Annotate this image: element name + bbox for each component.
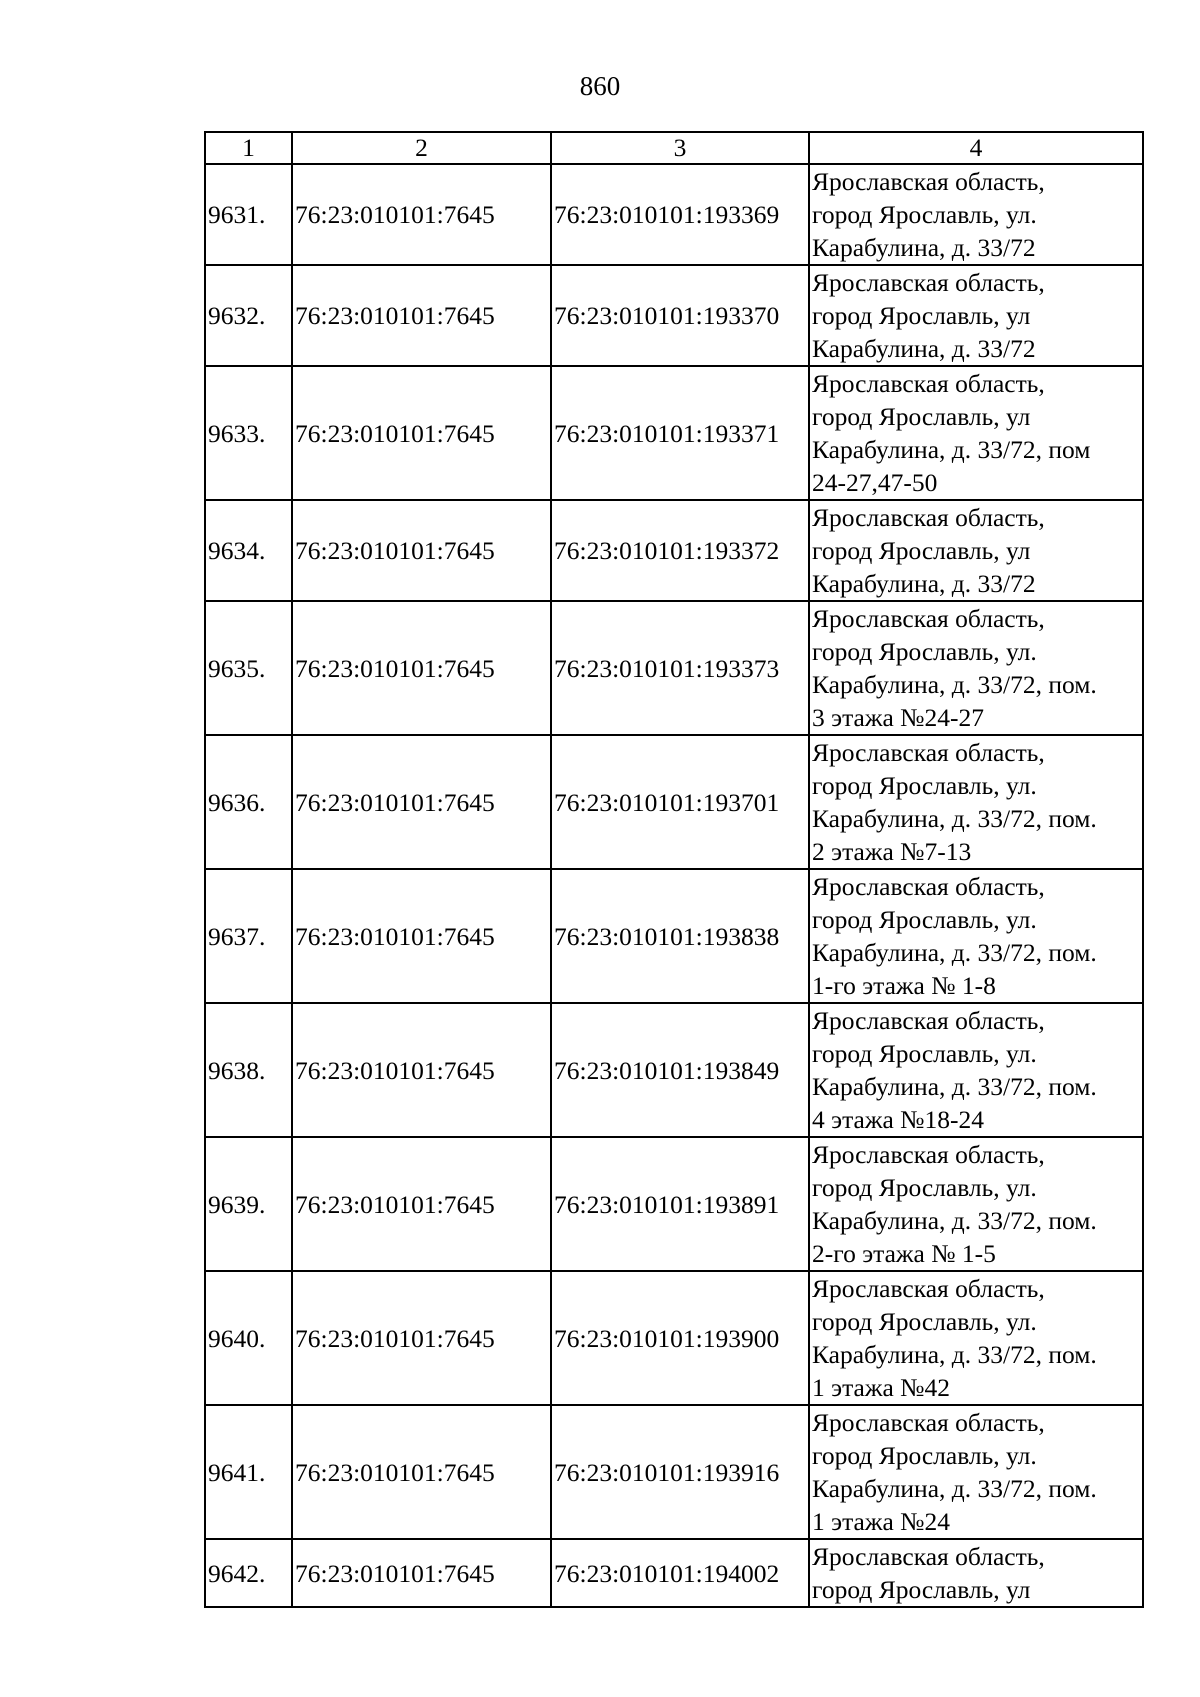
address-line: Ярославская область, (812, 1408, 1045, 1437)
object-number: 76:23:010101:193372 (551, 500, 809, 601)
row-number: 9632. (205, 265, 292, 366)
table-row (205, 601, 1143, 735)
address-cell (809, 1405, 1143, 1539)
address-line: город Ярославль, ул (812, 402, 1031, 431)
address-line: Карабулина, д. 33/72 (812, 233, 1036, 262)
address-line: Карабулина, д. 33/72, пом. (812, 1474, 1097, 1503)
address-line: 4 этажа №18-24 (812, 1105, 984, 1134)
parcel-number: 76:23:010101:7645 (292, 1137, 551, 1271)
table-row (205, 1271, 1143, 1405)
parcel-number: 76:23:010101:7645 (292, 1405, 551, 1539)
parcel-number: 76:23:010101:7645 (292, 164, 551, 265)
parcel-number: 76:23:010101:7645 (292, 869, 551, 1003)
parcel-number: 76:23:010101:7645 (292, 1271, 551, 1405)
table-row (205, 735, 1143, 869)
address-line: Ярославская область, (812, 167, 1045, 196)
address-line: Ярославская область, (812, 268, 1045, 297)
address-cell (809, 164, 1143, 265)
row-number: 9635. (205, 601, 292, 735)
address-line: Ярославская область, (812, 1140, 1045, 1169)
table-row (205, 1405, 1143, 1539)
header-row (205, 132, 1143, 164)
address-line: город Ярославль, ул. (812, 1441, 1037, 1470)
header-col-4: 4 (809, 132, 1143, 164)
address-cell (809, 735, 1143, 869)
row-number: 9640. (205, 1271, 292, 1405)
parcel-number: 76:23:010101:7645 (292, 1003, 551, 1137)
address-line: Карабулина, д. 33/72, пом. (812, 1206, 1097, 1235)
address-cell (809, 1003, 1143, 1137)
object-number: 76:23:010101:193371 (551, 366, 809, 500)
table-row (205, 869, 1143, 1003)
row-number: 9638. (205, 1003, 292, 1137)
object-number: 76:23:010101:193849 (551, 1003, 809, 1137)
address-line: Карабулина, д. 33/72, пом (812, 435, 1091, 464)
parcel-number: 76:23:010101:7645 (292, 366, 551, 500)
object-number: 76:23:010101:193838 (551, 869, 809, 1003)
address-line: Ярославская область, (812, 872, 1045, 901)
address-cell (809, 1271, 1143, 1405)
row-number: 9639. (205, 1137, 292, 1271)
object-number: 76:23:010101:193916 (551, 1405, 809, 1539)
address-line: город Ярославль, ул. (812, 1173, 1037, 1202)
row-number: 9641. (205, 1405, 292, 1539)
table-row (205, 265, 1143, 366)
row-number: 9633. (205, 366, 292, 500)
parcel-number: 76:23:010101:7645 (292, 601, 551, 735)
address-cell (809, 869, 1143, 1003)
address-line: город Ярославль, ул. (812, 771, 1037, 800)
object-number: 76:23:010101:193701 (551, 735, 809, 869)
address-cell (809, 601, 1143, 735)
address-line: Карабулина, д. 33/72, пом. (812, 804, 1097, 833)
parcel-number: 76:23:010101:7645 (292, 500, 551, 601)
address-line: город Ярославль, ул. (812, 1039, 1037, 1068)
address-line: Карабулина, д. 33/72 (812, 569, 1036, 598)
table-row (205, 1539, 1143, 1607)
object-number: 76:23:010101:193370 (551, 265, 809, 366)
address-line: город Ярославль, ул. (812, 637, 1037, 666)
row-number: 9631. (205, 164, 292, 265)
address-line: 1 этажа №24 (812, 1507, 950, 1536)
address-cell (809, 265, 1143, 366)
header-col-2: 2 (292, 132, 551, 164)
address-line: Ярославская область, (812, 738, 1045, 767)
parcel-number: 76:23:010101:7645 (292, 1539, 551, 1607)
address-line: 1-го этажа № 1-8 (812, 971, 996, 1000)
table-body (205, 164, 1143, 1607)
registry-table (204, 131, 1144, 1608)
row-number: 9642. (205, 1539, 292, 1607)
table-row (205, 500, 1143, 601)
table-row (205, 164, 1143, 265)
address-line: 2 этажа №7-13 (812, 837, 972, 866)
row-number: 9634. (205, 500, 292, 601)
object-number: 76:23:010101:193891 (551, 1137, 809, 1271)
address-line: Карабулина, д. 33/72 (812, 334, 1036, 363)
page-number: 860 (579, 71, 621, 101)
address-line: 3 этажа №24-27 (812, 703, 984, 732)
object-number: 76:23:010101:193369 (551, 164, 809, 265)
address-line: город Ярославль, ул (812, 301, 1031, 330)
address-cell (809, 500, 1143, 601)
address-line: Ярославская область, (812, 369, 1045, 398)
address-line: Ярославская область, (812, 1006, 1045, 1035)
header-col-1: 1 (205, 132, 292, 164)
header-col-3: 3 (551, 132, 809, 164)
address-line: город Ярославль, ул. (812, 200, 1037, 229)
table-row (205, 366, 1143, 500)
table-row (205, 1003, 1143, 1137)
address-line: Ярославская область, (812, 503, 1045, 532)
address-line: 2-го этажа № 1-5 (812, 1239, 996, 1268)
address-cell (809, 1539, 1143, 1607)
address-line: город Ярославль, ул (812, 536, 1031, 565)
address-line: город Ярославль, ул. (812, 1307, 1037, 1336)
address-line: город Ярославль, ул (812, 1575, 1031, 1604)
address-cell (809, 1137, 1143, 1271)
object-number: 76:23:010101:194002 (551, 1539, 809, 1607)
address-line: Карабулина, д. 33/72, пом. (812, 938, 1097, 967)
address-line: Карабулина, д. 33/72, пом. (812, 1340, 1097, 1369)
address-line: 24-27,47-50 (812, 468, 938, 497)
row-number: 9637. (205, 869, 292, 1003)
parcel-number: 76:23:010101:7645 (292, 735, 551, 869)
address-line: город Ярославль, ул. (812, 905, 1037, 934)
address-line: Карабулина, д. 33/72, пом. (812, 1072, 1097, 1101)
address-line: Ярославская область, (812, 1274, 1045, 1303)
address-line: Ярославская область, (812, 604, 1045, 633)
table-header (205, 132, 1143, 164)
address-line: 1 этажа №42 (812, 1373, 950, 1402)
address-line: Карабулина, д. 33/72, пом. (812, 670, 1097, 699)
parcel-number: 76:23:010101:7645 (292, 265, 551, 366)
object-number: 76:23:010101:193900 (551, 1271, 809, 1405)
address-line: Ярославская область, (812, 1542, 1045, 1571)
row-number: 9636. (205, 735, 292, 869)
address-cell (809, 366, 1143, 500)
table-row (205, 1137, 1143, 1271)
object-number: 76:23:010101:193373 (551, 601, 809, 735)
